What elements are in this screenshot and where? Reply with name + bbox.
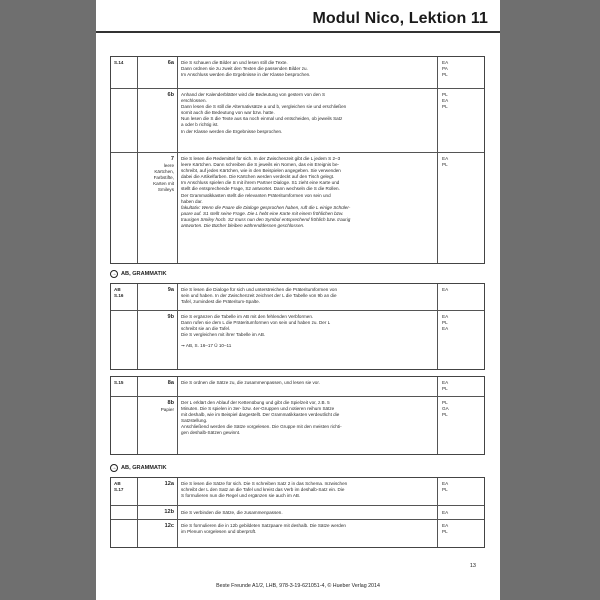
step-cell: 6b — [167, 92, 174, 98]
content-cell: Die S ordnen die Sätze zu, die zusammenpassen, und lesen sie vor. — [181, 380, 320, 385]
document-page — [96, 0, 500, 600]
source-cell: S.14 — [114, 60, 124, 65]
table-row — [111, 88, 484, 153]
footer-credit: Beste Freunde A1/2, LHB, 978-3-19-621051-4, © Hueber Verlag 2014 — [216, 583, 380, 589]
content-cell: Die S lesen die Sätze für sich. Die S schreiben Satz 2 in das Schema. Inzwischen schreibt der L den Satz an die Tafel und kreist das Verb im deshalb-Satz ein. Die S formulieren nun die Regel und ergänzen sie auch im AB. — [181, 481, 348, 499]
step-cell: 12b — [164, 509, 174, 515]
source-cell: AB S.16 — [114, 287, 124, 299]
content-cell: Der L erklärt den Ablauf der Kettenübung und gibt die Spielzeit vor, z.B. 5 Minuten. Die S spielen in 3er- bzw. 4er-Gruppen und notieren reihum Sätze mit deshalb, wie im Beispiel dargestellt. Der Grammatikkasten verdeutlicht die Satzstellung. Anschließend werden die Sätze vorgelesen. Die Gruppe mit den meisten richti- gen deshalb-Sätzen gewinnt. — [181, 400, 342, 436]
social-form-cell: EA PL — [442, 481, 449, 493]
step-cell: 9a — [167, 287, 174, 293]
arrow-right-icon: → — [111, 271, 117, 277]
table-row — [111, 396, 484, 456]
social-form-cell: EA — [442, 287, 449, 292]
step-cell: 7 leere Kärtchen, Farbstifte, Karten mit Smileys — [138, 156, 174, 193]
arrow-right-icon: → — [111, 465, 117, 471]
table-row — [111, 57, 484, 88]
social-form-cell: EA PL EA — [442, 314, 449, 332]
lesson-table-2 — [110, 283, 485, 370]
lesson-table-1 — [110, 56, 485, 264]
content-cell: Die S schauen die Bilder an und lesen still die Texte. Dann ordnen sie zu zweit den Texten die passenden Bilder zu. Im Anschluss werden die Ergebnisse in der Klasse besprochen. — [181, 60, 311, 78]
materials-list: leere Kärtchen, Farbstifte, Karten mit Smileys — [153, 163, 174, 193]
social-form-cell: EA PL — [442, 380, 449, 392]
table-row — [111, 377, 484, 396]
step-cell: 6a — [167, 60, 174, 66]
social-form-cell: EA PL — [442, 156, 449, 168]
page-number: 13 — [469, 563, 476, 569]
social-form-cell: PL GA PL — [442, 400, 449, 418]
content-cell: Die S lesen die Redemittel für sich. In der Zwischenzeit gibt die L jedem S 2–3 leere Kärtchen. Dann schreiben die S jeweils ein Nomen, das ein Ereignis be- schreibt, auf jedes Kärtchen, wie in den Beispielen angegeben. Sie verwenden dabei die Artikelfarben. Die Kärtchen werden verdeckt auf den Tisch gelegt. Im Anschluss spielen die S mit ihrem Partner Dialoge. S1 zieht eine Karte und stellt die entsprechende Frage, S2 antwortet. Dann wechseln die S die Rollen. Der Grammatikkasten stellt die relevanten Präteritumformen von sein und haben dar. fakultativ: Wenn die Paare die Dialoge gesprochen haben, ruft die L einige Schüler- paare auf. S1 stellt seine Frage. Die L hebt eine Karte mit einem fröhlichen bzw. traurigen Smiley hoch. S2 muss nun den Symbol entsprechend fröhlich bzw. traurig antworten. Die Bücher bleiben währenddessen geschlossen. — [181, 156, 433, 229]
arrow-right-icon: ➞ — [181, 343, 186, 349]
social-form-cell: PL EA PL — [442, 92, 449, 110]
section-heading: → AB, GRAMMATIK — [111, 271, 167, 277]
optional-note: fakultativ: Wenn die Paare die Dialoge gesprochen haben, ruft die L einige Schüler- paare auf. S1 stellt seine Frage. Die L hebt eine Karte mit einem fröhlichen bzw. traurigen Smiley hoch. S2 muss nun den Symbol entsprechend fröhlich bzw. traurig antworten. Die Bücher bleiben währenddessen geschlossen. — [181, 204, 351, 229]
content-cell: Die S formulieren die in 12b gebildeten Satzpaare mit deshalb. Die Sätze werden im Plenum vorgelesen und überprüft. — [181, 523, 346, 535]
content-cell: Anhand der Kalenderblätter wird die Bedeutung von gestern von den S erschlossen. Dann lesen die S still die Alternativsätze a und b, vergleichen sie und erschließen somit auch die Bedeutung von war bzw. hatte. Nun lesen die S die Texte aus 6a noch einmal und entscheiden, ob jeweils Satz a oder b richtig ist. In der Klasse werden die Ergebnisse besprochen. — [181, 92, 347, 134]
step-cell: 9b — [167, 314, 174, 320]
source-cell: AB S.17 — [114, 481, 124, 493]
table-row — [111, 505, 484, 520]
table-row — [111, 284, 484, 310]
table-row — [111, 478, 484, 505]
social-form-cell: EA PA PL — [442, 60, 449, 78]
table-row — [111, 152, 484, 265]
header-rule — [96, 31, 500, 33]
step-cell: 8a — [167, 380, 174, 386]
step-cell: 12a — [164, 481, 174, 487]
source-cell: S.15 — [114, 380, 124, 385]
section-heading: → AB, GRAMMATIK — [111, 465, 167, 471]
content-cell: Die S ergänzen die Tabelle im AB mit den fehlenden Verbformen. Dann rufen sie dem L die Präteritumformen von sein und haben zu. Der L schreibt sie an die Tafel. Die S vergleichen mit ihrer Tabelle im AB. ➞ AB, S. 16–17 Ü 10–11 — [181, 314, 433, 349]
social-form-cell: EA PL — [442, 523, 449, 535]
step-cell: 8b Papier — [160, 400, 174, 412]
step-cell: 12c — [164, 523, 174, 529]
table-row — [111, 519, 484, 549]
lesson-table-4 — [110, 477, 485, 548]
social-form-cell: EA — [442, 510, 449, 515]
page-title: Modul Nico, Lektion 11 — [312, 10, 488, 27]
content-cell: Die S lesen die Dialoge für sich und unterstreichen die Präteritumformen von sein und haben. In der Zwischenzeit zeichnet der L die Tabelle von 9b an die Tafel, zumindest die Präteritum-Spalte. — [181, 287, 338, 305]
table-row — [111, 310, 484, 371]
content-cell: Die S verbinden die Sätze, die zusammenpassen. — [181, 510, 283, 515]
lesson-table-3 — [110, 376, 485, 455]
workbook-reference: ➞ AB, S. 16–17 Ü 10–11 — [181, 343, 232, 349]
